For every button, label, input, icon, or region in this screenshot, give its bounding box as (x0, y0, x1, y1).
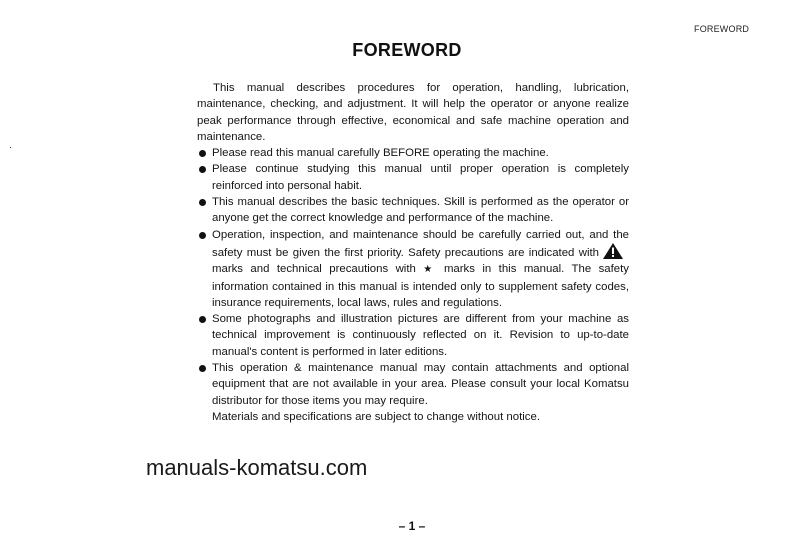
bullet-icon (199, 199, 206, 206)
bullet-icon (199, 166, 206, 173)
bullet-text-after-star: marks in this manual. The safety information contained in this manual is intended only to supplement safety codes, insurance requirements, local laws, rules and regulations. (212, 263, 630, 309)
list-item (197, 227, 629, 311)
closing-note: Materials and specifications are subject to change without notice. (212, 410, 540, 423)
bullet-text: Please continue studying this manual until proper operation is completely reinforced into personal habit. (212, 163, 629, 192)
bullet-icon (199, 365, 206, 372)
bullet-text-after-icon: marks and technical precautions with (212, 263, 416, 276)
page-number: – 1 – (398, 519, 426, 533)
bullet-icon (199, 150, 206, 157)
bullet-icon (199, 316, 206, 323)
scan-artifact-dot (10, 147, 11, 148)
star-icon: ★ (423, 264, 437, 276)
bullet-icon (199, 232, 206, 239)
foreword-bullet-list (197, 145, 629, 409)
bullet-text: This operation & maintenance manual may contain attachments and optional equipment that are not available in your area. Please consult your local Komatsu distributor for those items you may require. (212, 362, 629, 407)
list-item (197, 145, 629, 161)
list-item (197, 311, 629, 360)
running-header: FOREWORD (694, 24, 750, 34)
intro-paragraph: This manual describes procedures for operation, handling, lubrication, maintenance, checking, and adjustment. It will help the operator or anyone realize peak performance through effective, economical and safe machine operation and maintenance. (197, 82, 629, 143)
page-title: FOREWORD (352, 40, 462, 60)
bullet-text-before-icon: Operation, inspection, and maintenance should be carefully carried out, and the safety must be given the first priority. Safety precautions are indicated with (212, 228, 629, 259)
list-item (197, 161, 629, 194)
bullet-text: This manual describes the basic techniques. Skill is performed as the operator or anyone get the correct knowledge and performance of the machine. (212, 196, 629, 225)
watermark-link[interactable]: manuals-komatsu.com (146, 455, 368, 480)
list-item (197, 360, 629, 409)
foreword-body (197, 80, 629, 425)
warning-triangle-icon (603, 243, 623, 259)
list-item (197, 194, 629, 227)
bullet-text: Please read this manual carefully BEFORE operating the machine. (212, 147, 549, 160)
bullet-text: Some photographs and illustration pictures are different from your machine as technical improvement is continuously reflected on it. Revision to up-to-date manual's content is performed in later editions. (212, 313, 629, 358)
